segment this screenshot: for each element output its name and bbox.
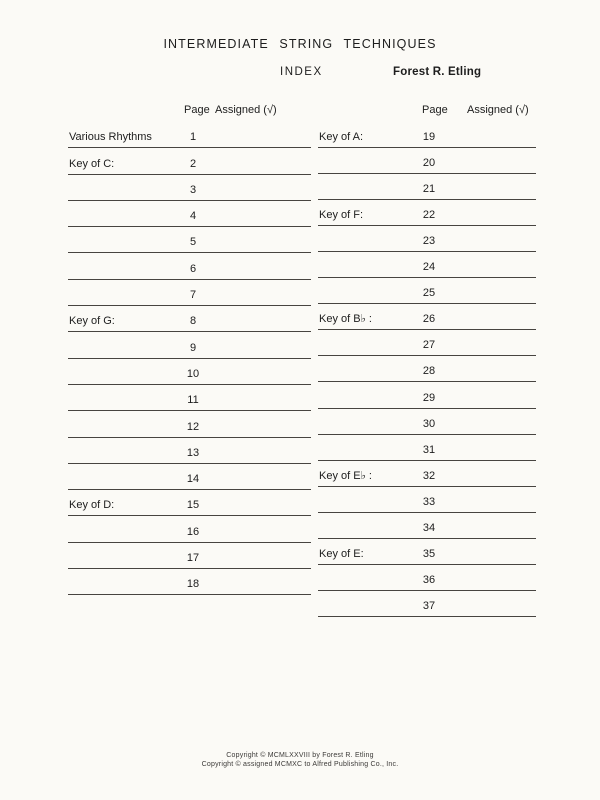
row-page-number: 2 <box>189 157 197 170</box>
row-label: Key of F: <box>319 209 364 222</box>
row-page-number: 27 <box>422 339 436 352</box>
row-page-number: 36 <box>422 573 436 586</box>
index-row <box>68 464 311 490</box>
index-row <box>68 359 311 385</box>
row-page-number: 34 <box>422 521 436 534</box>
index-row <box>318 513 536 539</box>
right-column-header <box>318 100 536 122</box>
assigned-column-header: Assigned (√) <box>215 104 277 116</box>
row-page-number: 19 <box>422 131 436 144</box>
row-page-number: 14 <box>186 473 200 486</box>
right-column <box>318 100 536 617</box>
row-page-number: 8 <box>189 315 197 328</box>
row-page-number: 20 <box>422 157 436 170</box>
row-label: Key of C: <box>69 157 115 170</box>
index-row <box>318 409 536 435</box>
index-row <box>68 253 311 279</box>
index-row <box>68 175 311 201</box>
assigned-column-header: Assigned (√) <box>467 104 529 116</box>
index-row <box>68 411 311 437</box>
right-rows <box>318 122 536 617</box>
index-row <box>318 565 536 591</box>
index-row <box>68 306 311 332</box>
index-row <box>318 382 536 408</box>
left-rows <box>68 122 311 595</box>
row-page-number: 12 <box>186 420 200 433</box>
index-row <box>318 435 536 461</box>
row-label: Key of E♭ : <box>319 469 372 482</box>
row-page-number: 9 <box>189 341 197 354</box>
row-page-number: 16 <box>186 525 200 538</box>
row-page-number: 24 <box>422 261 436 274</box>
row-page-number: 7 <box>189 289 197 302</box>
index-row <box>68 385 311 411</box>
index-row <box>68 543 311 569</box>
row-page-number: 13 <box>186 446 200 459</box>
author-name: Forest R. Etling <box>393 66 482 78</box>
row-page-number: 35 <box>422 547 436 560</box>
row-label: Key of A: <box>319 131 364 144</box>
left-column <box>68 100 311 595</box>
row-page-number: 17 <box>186 552 200 565</box>
row-page-number: 6 <box>189 262 197 275</box>
index-row <box>318 330 536 356</box>
index-row <box>318 461 536 487</box>
copyright-line-2: Copyright © assigned MCMXC to Alfred Publishing Co., Inc. <box>201 761 399 768</box>
row-page-number: 30 <box>422 417 436 430</box>
row-label: Key of B♭ : <box>319 313 372 326</box>
row-page-number: 32 <box>422 469 436 482</box>
row-page-number: 1 <box>189 131 197 144</box>
index-row <box>318 174 536 200</box>
index-row <box>318 539 536 565</box>
index-row <box>68 490 311 516</box>
index-row <box>68 332 311 358</box>
index-row <box>318 122 536 148</box>
index-row <box>68 569 311 595</box>
row-page-number: 22 <box>422 209 436 222</box>
page-column-header: Page <box>422 104 448 116</box>
index-row <box>318 487 536 513</box>
index-row <box>68 148 311 174</box>
index-row <box>318 591 536 617</box>
row-label: Key of D: <box>69 499 115 512</box>
row-page-number: 21 <box>422 183 436 196</box>
index-row <box>318 226 536 252</box>
row-page-number: 3 <box>189 183 197 196</box>
left-column-header <box>68 100 311 122</box>
copyright-line-1: Copyright © MCMLXXVIII by Forest R. Etling <box>226 752 374 759</box>
index-row <box>318 304 536 330</box>
row-page-number: 31 <box>422 443 436 456</box>
row-page-number: 29 <box>422 391 436 404</box>
row-page-number: 15 <box>186 499 200 512</box>
row-page-number: 33 <box>422 495 436 508</box>
index-row <box>318 252 536 278</box>
index-heading: INDEX <box>280 66 323 78</box>
row-page-number: 10 <box>186 367 200 380</box>
row-page-number: 11 <box>187 394 199 407</box>
row-label: Various Rhythms <box>69 131 152 144</box>
index-row <box>68 201 311 227</box>
row-page-number: 5 <box>189 236 197 249</box>
row-page-number: 18 <box>186 578 200 591</box>
row-page-number: 25 <box>422 287 436 300</box>
row-label: Key of G: <box>69 315 115 328</box>
row-page-number: 26 <box>422 313 436 326</box>
row-page-number: 4 <box>189 210 197 223</box>
page-title: INTERMEDIATE STRING TECHNIQUES <box>163 37 437 51</box>
row-label: Key of E: <box>319 547 364 560</box>
index-row <box>68 280 311 306</box>
index-row <box>318 278 536 304</box>
index-row <box>68 516 311 542</box>
index-row <box>68 122 311 148</box>
row-page-number: 37 <box>422 599 436 612</box>
index-row <box>68 227 311 253</box>
index-row <box>318 148 536 174</box>
row-page-number: 23 <box>422 235 436 248</box>
index-row <box>318 356 536 382</box>
index-row <box>68 438 311 464</box>
page-column-header: Page <box>184 104 210 116</box>
index-row <box>318 200 536 226</box>
row-page-number: 28 <box>422 365 436 378</box>
